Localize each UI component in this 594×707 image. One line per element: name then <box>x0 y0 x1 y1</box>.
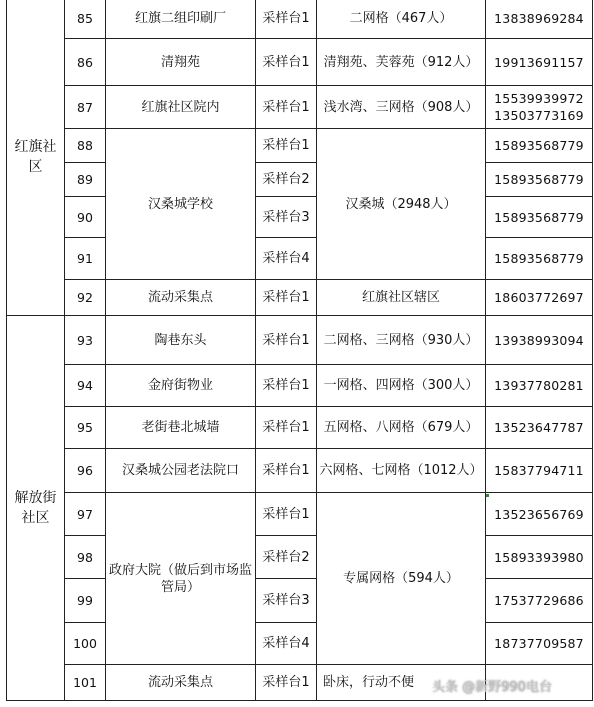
contact-phone: 18737709587 <box>486 623 593 665</box>
contact-phone: 13523647787 <box>486 407 593 449</box>
contact-phone: 13938993094 <box>486 316 593 365</box>
site-name: 汉桑城公园老法院口 <box>106 449 256 493</box>
sampling-table: 采样台1 <box>256 39 317 86</box>
sampling-table: 采样台1 <box>256 665 317 701</box>
row-number: 98 <box>65 536 106 579</box>
sampling-table: 采样台1 <box>256 493 317 536</box>
contact-phone: 17537729686 <box>486 579 593 623</box>
contact-phone: 15893568779 <box>486 238 593 280</box>
site-name: 金府街物业 <box>106 365 256 407</box>
table-row <box>7 407 593 449</box>
row-number: 87 <box>65 86 106 129</box>
table-row <box>7 39 593 86</box>
row-number: 100 <box>65 623 106 665</box>
sampling-table: 采样台1 <box>256 449 317 493</box>
row-number: 97 <box>65 493 106 536</box>
table-row <box>7 280 593 316</box>
table-row <box>7 536 593 579</box>
table-row <box>7 493 593 536</box>
table-row <box>7 197 593 238</box>
table-row <box>7 238 593 280</box>
contact-phone: 19913691157 <box>486 39 593 86</box>
grid-area: 卧床，行动不便 <box>317 665 486 701</box>
grid-area: 二网格（467人） <box>317 0 486 39</box>
site-name: 老街巷北城墙 <box>106 407 256 449</box>
grid-area: 红旗社区辖区 <box>317 280 486 316</box>
site-name: 汉桑城学校 <box>106 129 256 280</box>
site-name: 陶巷东头 <box>106 316 256 365</box>
sampling-table: 采样台1 <box>256 280 317 316</box>
contact-phone: 13937780281 <box>486 365 593 407</box>
row-number: 92 <box>65 280 106 316</box>
table-row <box>7 316 593 365</box>
contact-phone: 15893568779 <box>486 197 593 238</box>
sampling-table: 采样台4 <box>256 623 317 665</box>
row-number: 91 <box>65 238 106 280</box>
sampling-table: 采样台2 <box>256 536 317 579</box>
contact-phone: 15893393980 <box>486 536 593 579</box>
cell-marker <box>486 494 489 497</box>
grid-area: 汉桑城（2948人） <box>317 129 486 280</box>
grid-area: 清翔苑、芙蓉苑（912人） <box>317 39 486 86</box>
row-number: 96 <box>65 449 106 493</box>
contact-phone: 15539939972 13503773169 <box>486 86 593 129</box>
community-cell: 红旗社区 <box>7 0 65 316</box>
contact-phone: 18603772697 <box>486 280 593 316</box>
site-name: 红旗二组印刷厂 <box>106 0 256 39</box>
table-row <box>7 129 593 163</box>
row-number: 90 <box>65 197 106 238</box>
row-number: 88 <box>65 129 106 163</box>
row-number: 86 <box>65 39 106 86</box>
site-name: 政府大院（做后到市场监管局） <box>106 493 256 665</box>
sampling-table: 采样台4 <box>256 238 317 280</box>
grid-area: 五网格、八网格（679人） <box>317 407 486 449</box>
sampling-table: 采样台2 <box>256 163 317 197</box>
site-name: 清翔苑 <box>106 39 256 86</box>
row-number: 85 <box>65 0 106 39</box>
sampling-table: 采样台3 <box>256 579 317 623</box>
row-number: 95 <box>65 407 106 449</box>
grid-area: 六网格、七网格（1012人） <box>317 449 486 493</box>
table-row <box>7 449 593 493</box>
contact-phone: 13838969284 <box>486 0 593 39</box>
sampling-table: 采样台1 <box>256 316 317 365</box>
sampling-table: 采样台1 <box>256 86 317 129</box>
site-name: 红旗社区院内 <box>106 86 256 129</box>
sampling-schedule-table <box>6 0 593 701</box>
grid-area: 二网格、三网格（930人） <box>317 316 486 365</box>
table-row <box>7 623 593 665</box>
sampling-table: 采样台3 <box>256 197 317 238</box>
row-number: 99 <box>65 579 106 623</box>
grid-area: 专属网格（594人） <box>317 493 486 665</box>
contact-phone: 15837794711 <box>486 449 593 493</box>
row-number: 101 <box>65 665 106 701</box>
table-row <box>7 163 593 197</box>
table-row <box>7 86 593 129</box>
site-name: 流动采集点 <box>106 280 256 316</box>
row-number: 89 <box>65 163 106 197</box>
contact-phone: 13523656769 <box>486 493 593 536</box>
sampling-table: 采样台1 <box>256 407 317 449</box>
row-number: 94 <box>65 365 106 407</box>
contact-phone: 15893568779 <box>486 129 593 163</box>
table-row <box>7 579 593 623</box>
table-row <box>7 0 593 39</box>
contact-phone: 15893568779 <box>486 163 593 197</box>
sampling-table: 采样台1 <box>256 129 317 163</box>
table-row <box>7 365 593 407</box>
watermark: 头条 @新野990电台 <box>432 680 552 695</box>
grid-area: 一网格、四网格（300人） <box>317 365 486 407</box>
row-number: 93 <box>65 316 106 365</box>
community-cell: 解放街社区 <box>7 316 65 701</box>
sampling-table: 采样台1 <box>256 0 317 39</box>
site-name: 流动采集点 <box>106 665 256 701</box>
sampling-table: 采样台1 <box>256 365 317 407</box>
grid-area: 浅水湾、三网格（908人） <box>317 86 486 129</box>
